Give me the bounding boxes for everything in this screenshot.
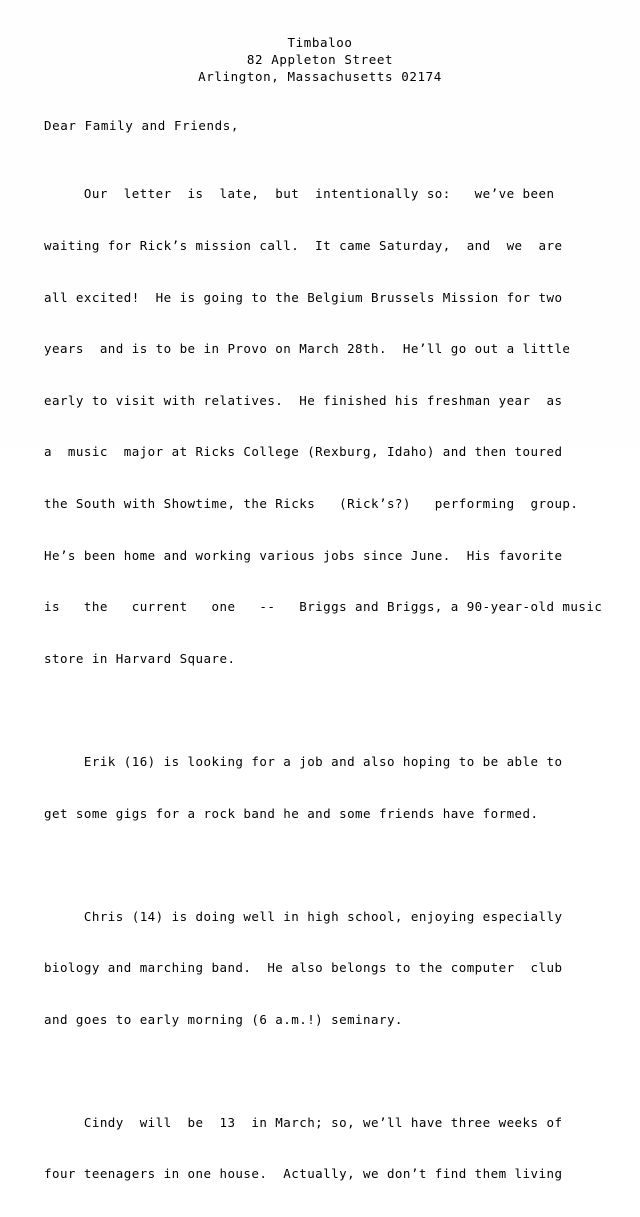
letterhead-city-state-zip: Arlington, Massachusetts 02174 [198, 69, 442, 84]
text-line: get some gigs for a rock band he and some friends have formed. [44, 805, 539, 821]
salutation: Dear Family and Friends, [44, 118, 240, 133]
text-line: early to visit with relatives. He finished his freshman year as [44, 392, 563, 408]
text-line: years and is to be in Provo on March 28th. He’ll go out a little [44, 341, 571, 357]
text-line: the South with Showtime, the Ricks (Rick’s?) performing group. [44, 496, 579, 512]
text-line: a music major at Ricks College (Rexburg, Idaho) and then toured [44, 444, 563, 460]
paragraph-chris [44, 873, 596, 1062]
text-line: Chris (14) is doing well in high school, enjoying especially [44, 908, 563, 924]
text-line: Erik (16) is looking for a job and also hoping to be able to [44, 753, 563, 769]
text-line: four teenagers in one house. Actually, we don’t find them living [44, 1166, 563, 1182]
text-line: Cindy will be 13 in March; so, we’ll have three weeks of [44, 1114, 563, 1130]
text-line: He’s been home and working various jobs since June. His favorite [44, 547, 563, 563]
letterhead-street: 82 Appleton Street [246, 52, 394, 67]
text-line: store in Harvard Square. [44, 650, 236, 666]
paragraph-cindy [44, 1079, 596, 1217]
paragraph-erik [44, 719, 596, 857]
text-line: biology and marching band. He also belongs to the computer club [44, 960, 563, 976]
text-line: all excited! He is going to the Belgium Brussels Mission for two [44, 289, 563, 305]
text-line: is the current one -- Briggs and Briggs, a 90-year-old music [44, 599, 603, 615]
paragraph-mission-call [44, 151, 603, 702]
letterhead [44, 34, 596, 85]
letterhead-org: Timbaloo [287, 35, 353, 50]
text-line: and goes to early morning (6 a.m.!) seminary. [44, 1011, 403, 1027]
text-line: waiting for Rick’s mission call. It came Saturday, and we are [44, 238, 563, 254]
text-line: Our letter is late, but intentionally so: we’ve been [44, 186, 555, 202]
